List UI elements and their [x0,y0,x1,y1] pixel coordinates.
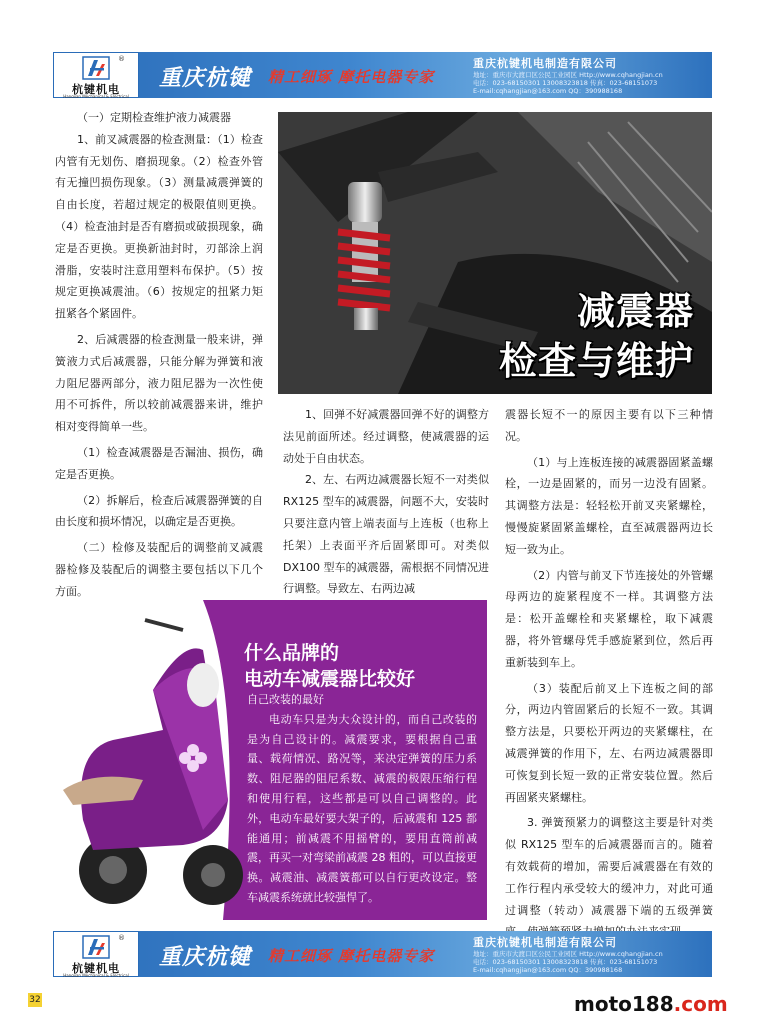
company-logo-icon [82,935,110,959]
company-address: 地址：重庆市大渡口区公民工业园区 Http://www.cqhangjian.cn [473,71,663,79]
paragraph: （一）定期检查维护液力减震器 [77,111,231,124]
header-banner [53,52,712,98]
slogan: 精工细琢 摩托电器专家 [268,68,435,86]
photo-title-line-2: 检查与维护 [498,339,694,383]
registered-mark: ® [118,934,125,942]
footer-banner [53,931,712,977]
brand-name: 重庆杭键 [159,945,252,970]
brand-name: 重庆杭键 [159,66,252,91]
company-address: 地址：重庆市大渡口区公民工业园区 Http://www.cqhangjian.cn [473,950,663,958]
paragraph: （3）装配后前叉上下连板之间的部分，两边内管固紧后的长短不一致。其调整方法是，只要松开两边的夹紧螺柱，在减震弹簧的作用下，左、右两边减震器即可恢复到长短一致的正常安装位置。然后再固紧夹紧螺柱。 [505,681,713,804]
logo-text: 杭键机电 [72,962,120,975]
logo [53,931,139,977]
paragraph: （1）与上连板连接的减震器固紧盖螺栓，一边是固紧的，而另一边没有固紧。其调整方法是：轻轻松开前叉夹紧螺栓，慢慢旋紧固紧盖螺栓，直至减震器两边长短一致为止。 [505,455,713,556]
company-phone: 电话：023-68150301 13008323818 传真：023-68151073 [473,79,658,87]
paragraph: 3. 弹簧预紧力的调整这主要是针对类似 RX125 型车的后减震器而言的。随着有效载荷的增加，需要后减震器在有效的工作行程内承受较大的缓冲力，对此可通过调整（转动）减震器下端的五级弹簧 [505,816,713,917]
paragraph: 2、左、右两边减震器长短不一对类似 RX125 型车的减震器，问题不大，安装时只要注意内管上端表面与上连板（也称上托架）上表面平齐后固紧即可。对类似 DX100 型车的减震器，需根据不同情况进行调整。导致左、右两边减 [283,473,489,596]
panel-text [247,690,477,908]
company-phone: 电话：023-68150301 13008323818 传真：023-68151073 [473,958,658,966]
panel-title-line-2: 电动车减震器比较好 [238,664,421,691]
column-2 [283,404,489,600]
slogan: 精工细琢 摩托电器专家 [268,947,435,965]
company-logo-icon [82,56,110,80]
panel-subtitle: 自己改装的最好 [247,693,324,706]
paragraph: 电动车只是为大众设计的，而自己改装的是为自己设计的。减震要求，要根据自己重量、载荷情况、路况等，来决定弹簧的压力系数、阻尼器的阻尼系数、减震的极限压缩行程和使用行程，这些都是可以自己调整的。此外，电动车最好要大架子的，后减震和 125 都能通用；前减震不用摇臂的，要用直筒前减震，再买一对弯梁前减震 28 粗的，可以直接更换。减震油、减震簧都可以自行更改设定。整车减震系统就比较强悍了。 [247,712,477,904]
logo-subtext: Hangjian Mechanical & Electrical [63,94,129,98]
logo-text: 杭键机电 [72,83,120,96]
registered-mark: ® [118,55,125,63]
panel-title-line-1: 什么品牌的 [238,638,345,665]
logo [53,52,139,98]
company-name: 重庆杭键机电制造有限公司 [473,936,617,949]
paragraph: 2、后减震器的检查测量一般来讲，弹簧液力式后减震器，只能分解为弹簧和液力阻尼器两部分，液力阻尼器为一次性使用不可拆件，所以较前减震器来讲，维护相对变得简单一些。 [55,332,263,434]
paragraph: （二）检修及装配后的调整前叉减震器检修及装配后的调整主要包括以下几个方面。 [55,541,263,598]
column-3 [505,404,713,943]
site-watermark [574,992,728,1016]
watermark-text: moto188 [574,992,674,1016]
logo-subtext: Hangjian Mechanical & Electrical [63,973,129,977]
paragraph: （2）内管与前叉下节连接处的外管螺母两边的旋紧程度不一样。其调整方法是：松开盖螺栓和夹紧螺栓，取下减震器，将外管螺母凭手感旋紧到位，然后再重新装到车上。 [505,568,713,669]
page-number: 32 [29,995,41,1005]
paragraph: （1）检查减震器是否漏油、损伤，确定是否更换。 [55,445,263,481]
column-1 [55,107,263,603]
shock-absorber-photo [278,112,712,394]
paragraph: 1、前叉减震器的检查测量：（1）检查内管有无划伤、磨损现象。（2）检查外管有无撞凹损伤现象。（3）测量减震弹簧的自由长度，若超过规定的极限值则更换。（4）检查油封是否有磨损或破损现象，确定是否更换。更换新油封时，刃部涂上润滑脂，安装时注意用塑料布保护。（5）按规定更换减震油。（6）按规定的扭紧力矩扭紧各个紧固件。 [55,132,263,321]
photo-title-line-1: 减震器 [576,289,694,333]
company-email: E-mail:cqhangjian@163.com QQ：390988168 [473,87,623,95]
paragraph: 震器长短不一的原因主要有以下三种情况。 [505,408,713,443]
company-name: 重庆杭键机电制造有限公司 [473,57,617,70]
paragraph: （2）拆解后，检查后减震器弹簧的自由长度和损坏情况，以确定是否更换。 [55,493,263,529]
paragraph: 1、回弹不好减震器回弹不好的调整方法见前面所述。经过调整，使减震器的运动处于自由状态。 [283,408,489,465]
company-email: E-mail:cqhangjian@163.com QQ：390988168 [473,966,623,974]
watermark-suffix: .com [673,992,728,1016]
